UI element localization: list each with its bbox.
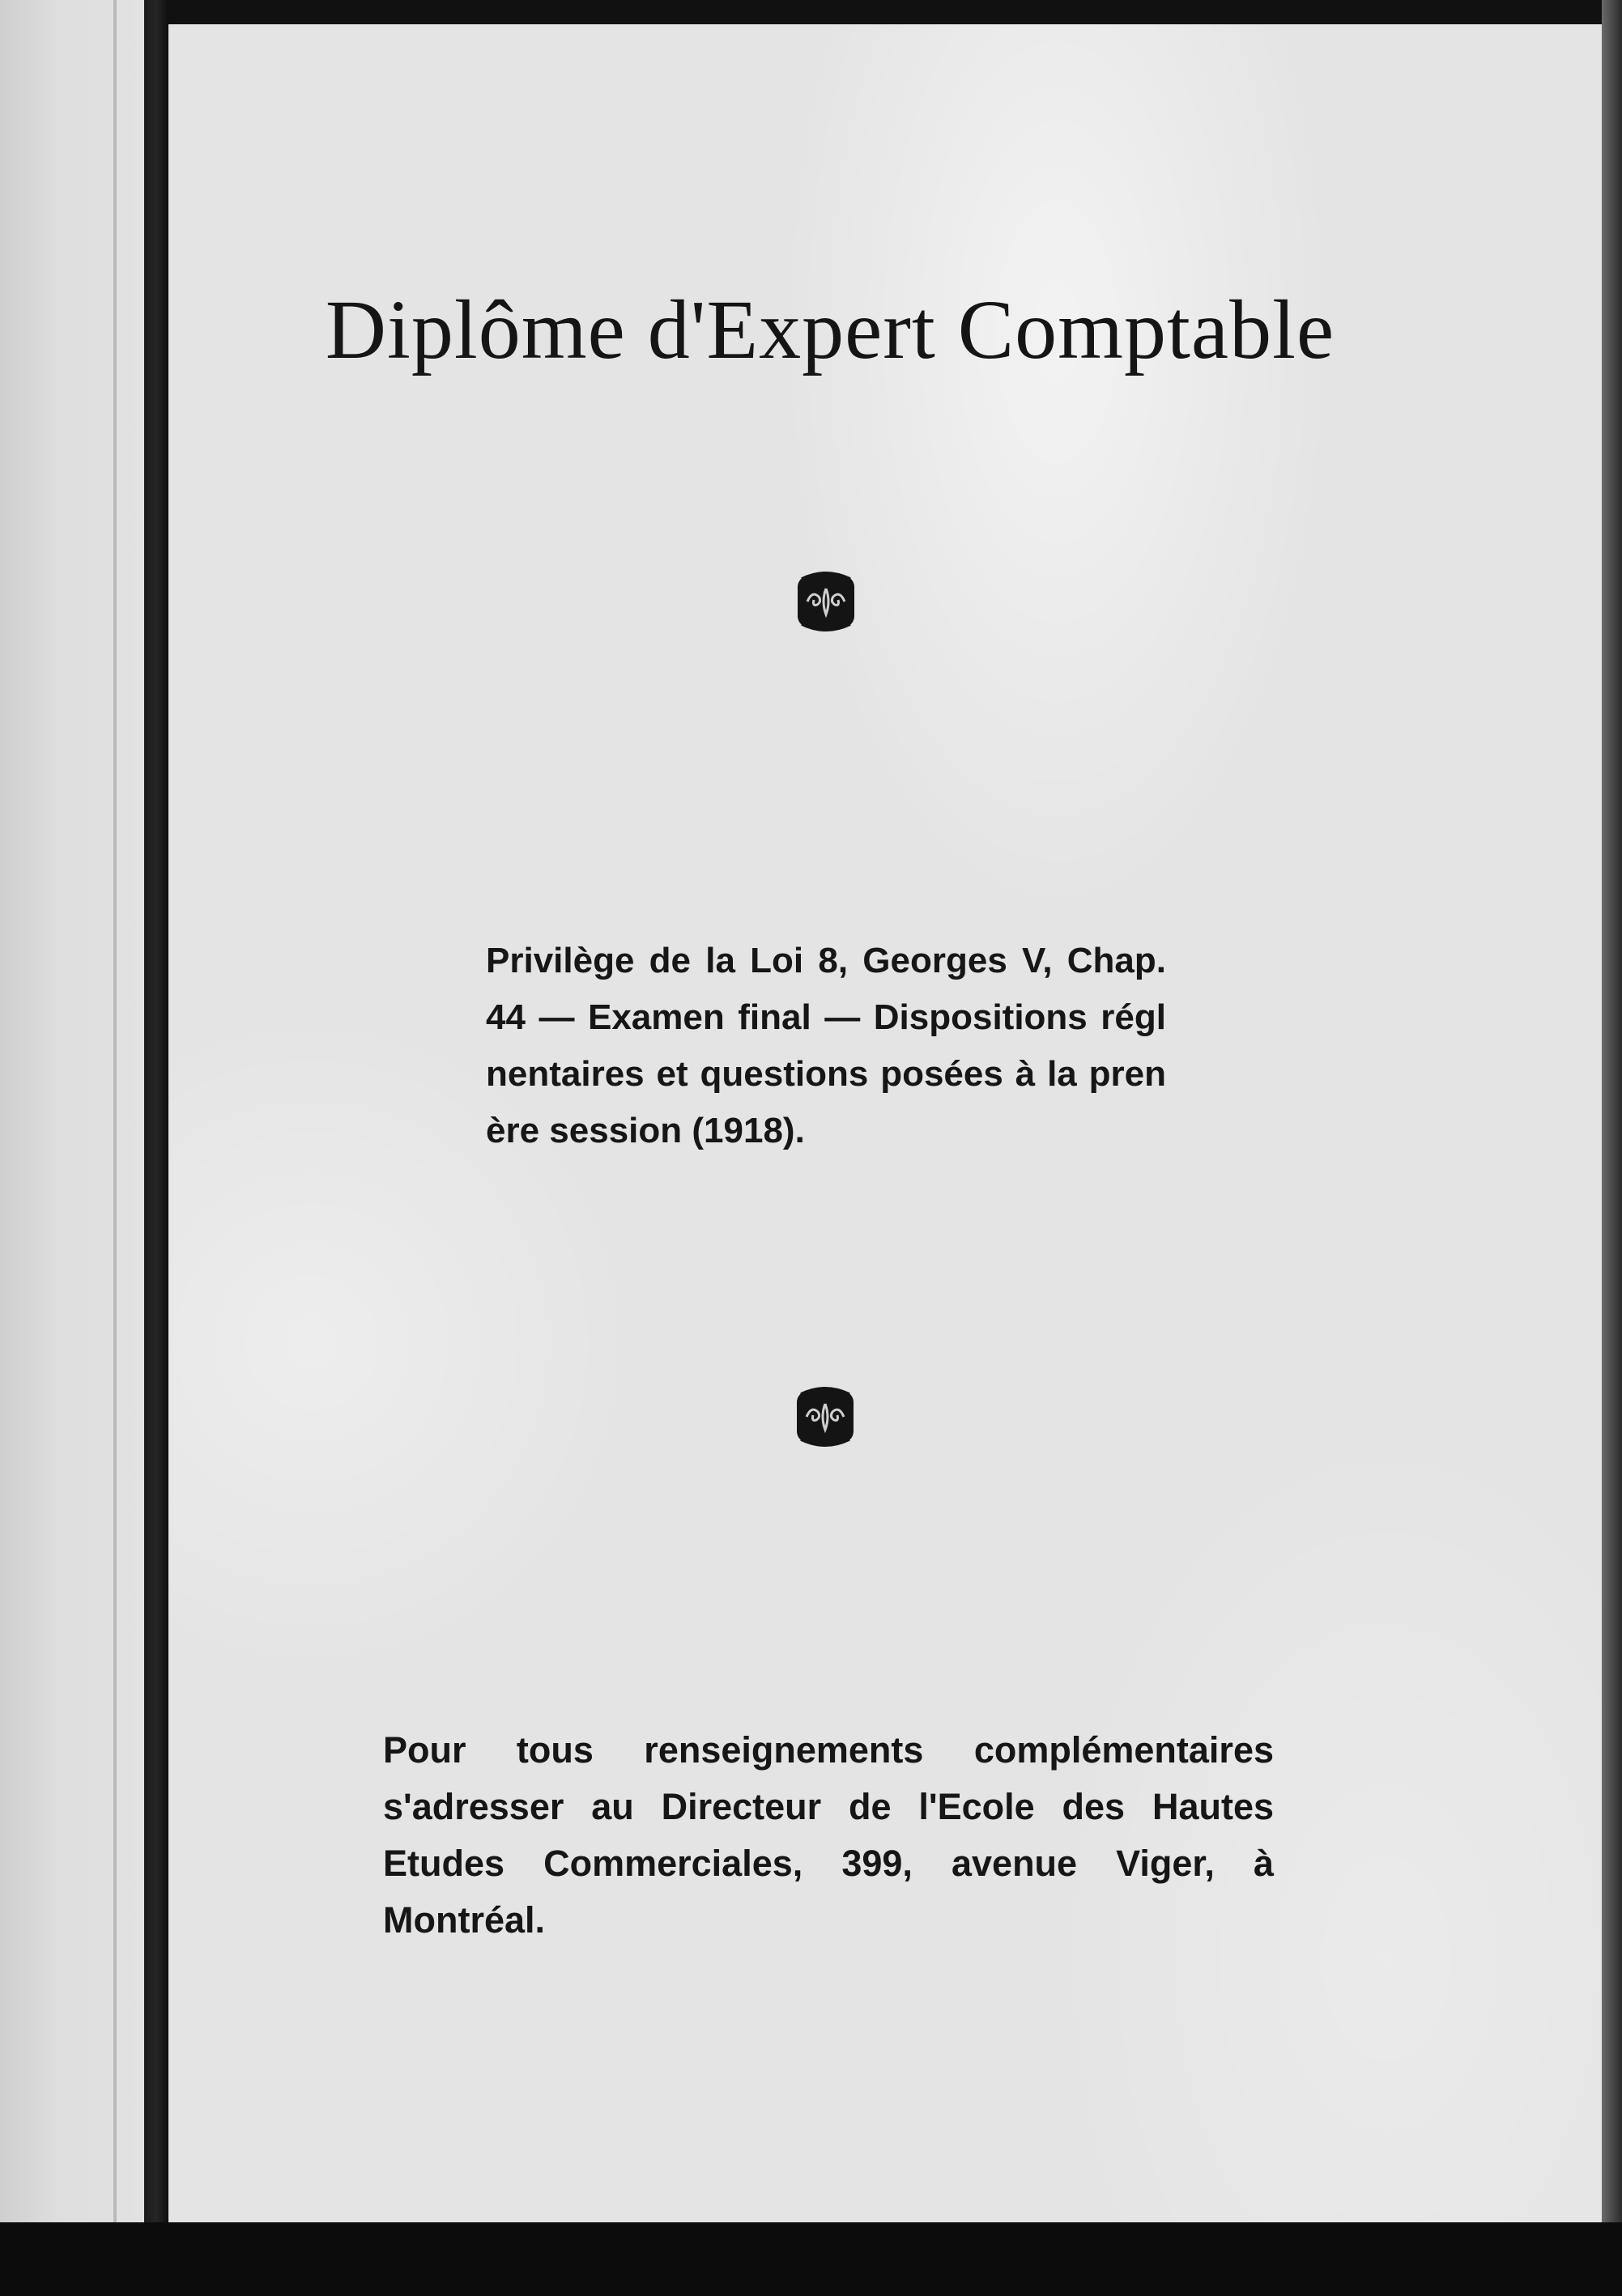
fleuron-ornament-icon [794, 1384, 857, 1449]
fleuron-ornament-icon [794, 569, 858, 634]
page-title: Diplôme d'Expert Comptable [325, 283, 1335, 376]
contact-paragraph: Pour tous renseignements complémentaires s'adresser au Directeur de l'Ecole des Hautes Etudes Commerciales, 399, avenue Viger, à Montréal. [383, 1729, 1274, 1941]
privilege-paragraph: Privilège de la Loi 8, Georges V, Chap. 44 — Examen final — Dispositions régl nentaires et questions posées à la pren ère session (1918). [486, 941, 1166, 1150]
scan-bottom-border [0, 2222, 1622, 2296]
